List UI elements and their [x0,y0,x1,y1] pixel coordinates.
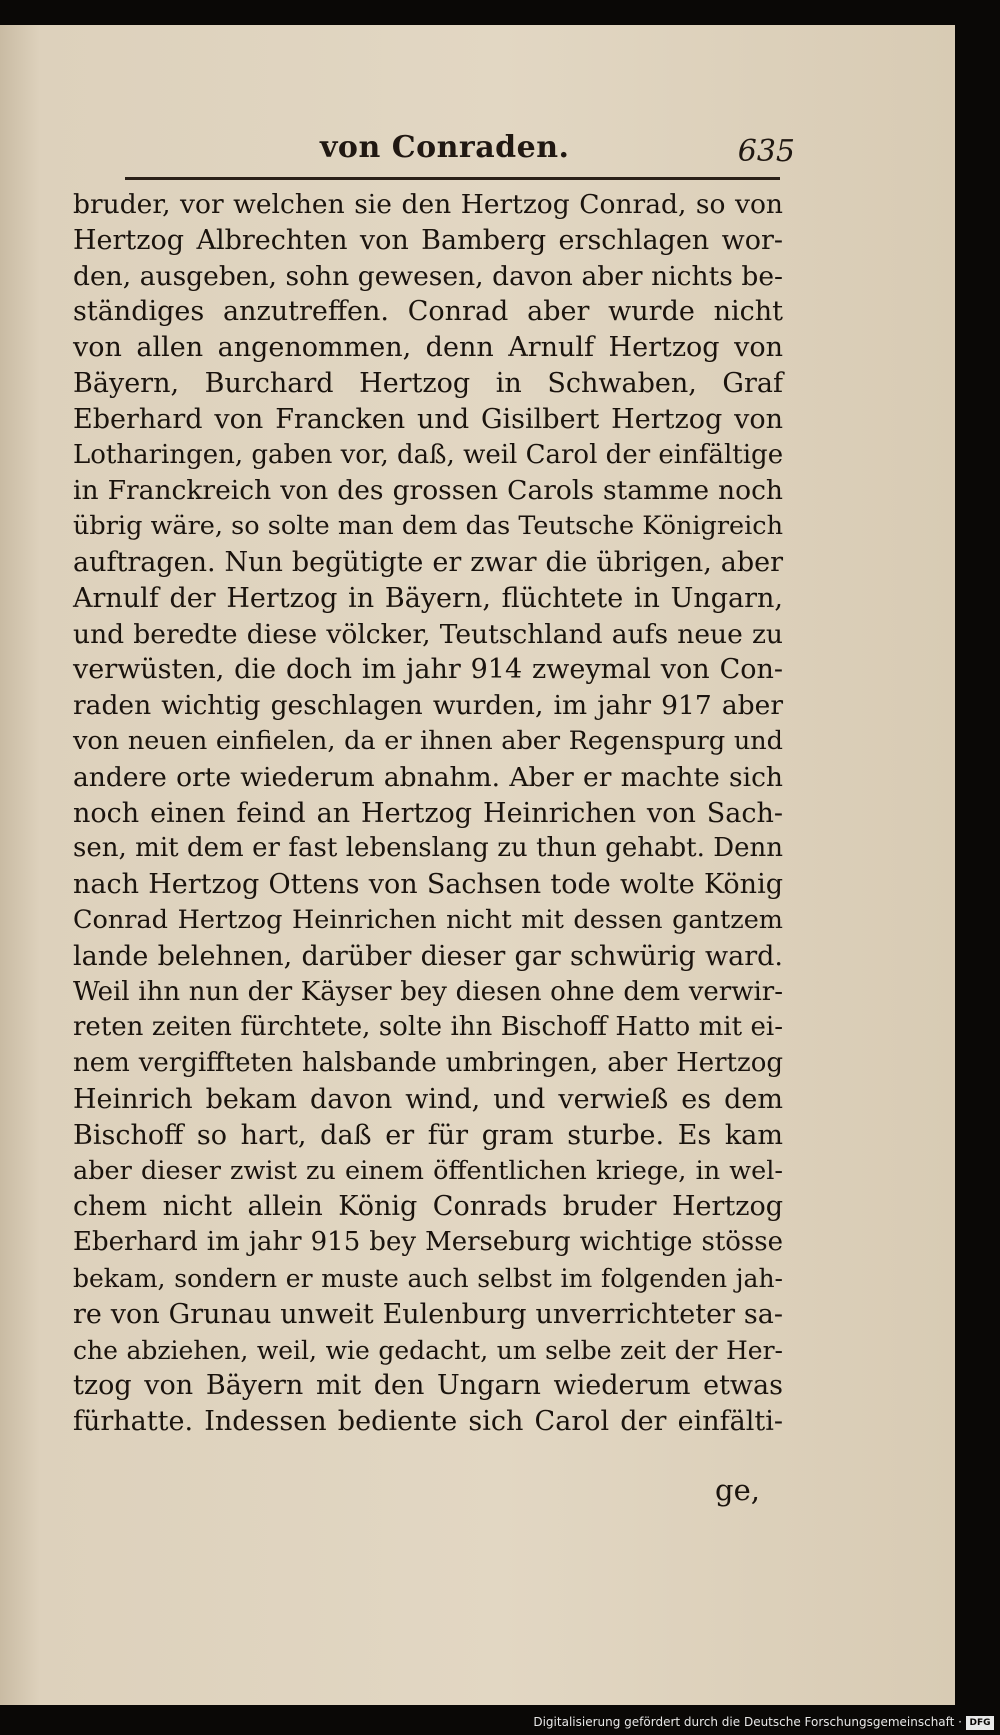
catchword: ge, [715,1473,760,1507]
text-line: che abziehen, weil, wie gedacht, um selbe zeit der Her- [73,1335,783,1365]
text-line: von allen angenommen, denn Arnulf Hertzog von [73,332,783,364]
text-line: nem vergiffteten halsbande umbringen, aber Hertzog [73,1048,783,1079]
header-rule [125,177,780,180]
text-line: sen, mit dem er fast lebenslang zu thun gehabt. Denn [73,833,783,864]
text-line: Arnulf der Hertzog in Bäyern, flüchtete in Ungarn, [73,582,783,614]
text-line: Hertzog Albrechten von Bamberg erschlagen wor- [73,224,783,256]
text-line: re von Grunau unweit Eulenburg unverrichteter sa- [73,1298,783,1330]
text-line: aber dieser zwist zu einem öffentlichen kriege, in wel- [73,1155,783,1186]
text-line: von neuen einfielen, da er ihnen aber Regenspurg und [73,725,783,756]
text-line: Eberhard im jahr 915 bey Merseburg wichtige stösse [73,1227,783,1258]
text-line: tzog von Bäyern mit den Ungarn wiederum etwas [73,1370,783,1402]
text-line: nach Hertzog Ottens von Sachsen tode wolte König [73,869,783,901]
text-line: lande belehnen, darüber dieser gar schwürig ward. [73,940,783,972]
text-line: übrig wäre, so solte man dem das Teutsche Königreich [73,511,783,542]
text-line: Lotharingen, gaben vor, daß, weil Carol der einfältige [73,439,784,470]
text-line: chem nicht allein König Conrads bruder Hertzog [73,1191,783,1223]
footer-bar [0,1713,1000,1735]
footer-credit: Digitalisierung gefördert durch die Deutsche Forschungsgemeinschaft · [533,1715,962,1729]
text-line: Weil ihn nun der Käyser bey diesen ohne dem verwir- [73,976,783,1007]
text-line: fürhatte. Indessen bediente sich Carol der einfälti- [73,1406,783,1438]
body-text [73,187,783,1440]
text-line: Heinrich bekam davon wind, und verwieß es dem [73,1083,783,1115]
text-line: Bischoff so hart, daß er für gram sturbe. Es kam [73,1119,783,1151]
text-line: noch einen feind an Hertzog Heinrichen von Sach- [73,797,783,829]
text-line: ständiges anzutreffen. Conrad aber wurde nicht [73,296,783,328]
text-line: Bäyern, Burchard Hertzog in Schwaben, Graf [73,367,783,399]
text-line: Conrad Hertzog Heinrichen nicht mit dessen gantzem [73,904,783,935]
book-page [0,25,955,1705]
text-line: auftragen. Nun begütigte er zwar die übrigen, aber [73,546,783,578]
page-number: 635 [737,134,795,169]
text-line: Eberhard von Francken und Gisilbert Hertzog von [73,403,783,435]
text-line: reten zeiten fürchtete, solte ihn Bischoff Hatto mit ei- [73,1012,783,1043]
text-line: andere orte wiederum abnahm. Aber er machte sich [73,761,783,793]
text-line: verwüsten, die doch im jahr 914 zweymal von Con- [73,654,783,686]
text-line: bruder, vor welchen sie den Hertzog Conrad, so von [73,189,783,220]
text-line: den, ausgeben, sohn gewesen, davon aber nichts be- [73,260,783,292]
running-head: von Conraden. [320,130,570,165]
dfg-logo: DFG [966,1716,994,1730]
text-line: und beredte diese völcker, Teutschland aufs neue zu [73,618,783,650]
text-line: bekam, sondern er muste auch selbst im folgenden jah- [73,1263,783,1293]
text-line: in Franckreich von des grossen Carols stamme noch [73,475,783,507]
page-header [75,120,795,170]
text-line: raden wichtig geschlagen wurden, im jahr 917 aber [73,690,783,722]
